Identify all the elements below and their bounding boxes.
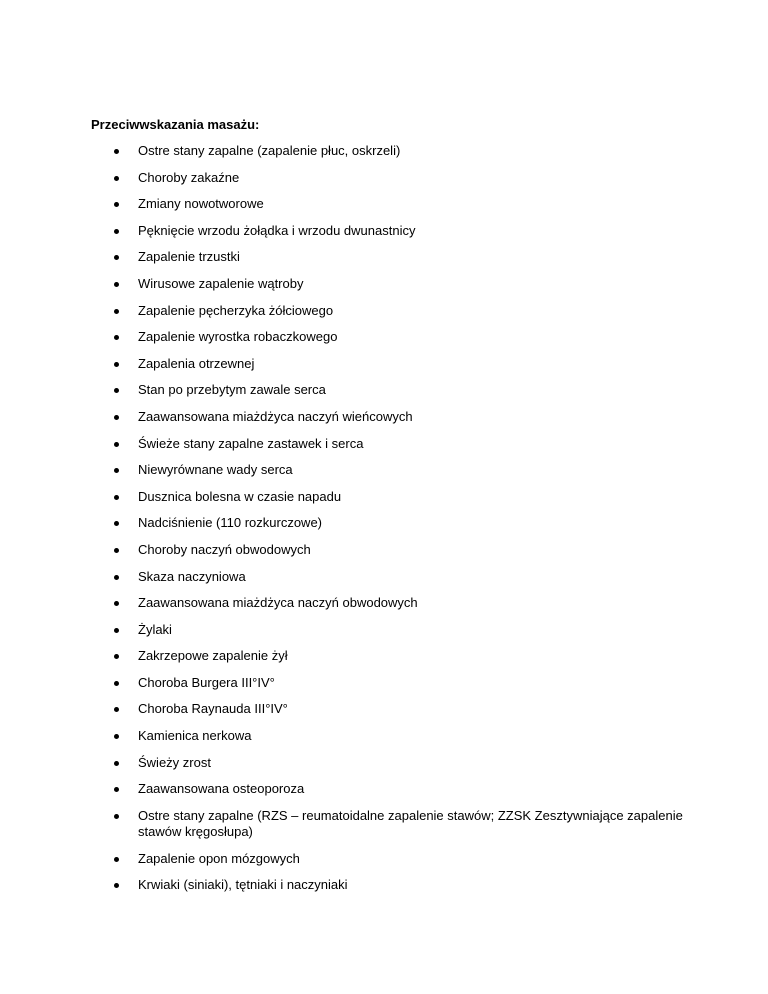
bullet-icon [114,282,119,287]
bullet-icon [114,335,119,340]
bullet-icon [114,176,119,181]
list-item [0,196,768,212]
list-item [0,675,768,691]
list-item-text: Żylaki [138,621,172,637]
list-item [0,249,768,265]
list-item [0,409,768,425]
list-item [0,622,768,638]
list-item-text: Wirusowe zapalenie wątroby [138,275,304,291]
list-item-text: Zaawansowana osteoporoza [138,781,305,797]
list-item [0,648,768,664]
list-item [0,489,768,505]
list-item-text: Choroby zakaźne [138,169,240,185]
list-item-text: Stan po przebytym zawale serca [138,382,326,398]
bullet-icon [114,883,119,888]
bullet-icon [114,734,119,739]
list-item [0,276,768,292]
list-item-text: Skaza naczyniowa [138,568,246,584]
list-item-text: Krwiaki (siniaki), tętniaki i naczyniaki [138,877,348,893]
bullet-icon [114,388,119,393]
bullet-icon [114,787,119,792]
list-item-text: Świeży zrost [138,754,211,770]
bullet-icon [114,601,119,606]
list-item-text: Zaawansowana miażdżyca naczyń obwodowych [138,595,418,611]
bullet-icon [114,202,119,207]
list-item-text: Zapalenie opon mózgowych [138,850,300,866]
list-item [0,515,768,531]
list-item-text: Świeże stany zapalne zastawek i serca [138,435,364,451]
list-item-text: Zapalenie trzustki [138,249,240,265]
bullet-icon [114,548,119,553]
bullet-icon [114,255,119,260]
list-item-text: Ostre stany zapalne (RZS – reumatoidalne zapalenie stawów; ZZSK Zesztywniające zapalenie stawów kręgosłupa) [138,807,683,839]
bullet-icon [114,814,119,819]
list-item-text: Choroby naczyń obwodowych [138,541,311,557]
bullet-icon [114,442,119,447]
bullet-icon [114,521,119,526]
bullet-icon [114,681,119,686]
list-item-text: Zmiany nowotworowe [138,196,264,212]
bullet-icon [114,309,119,314]
list-item-text: Zapalenia otrzewnej [138,355,255,371]
list-item-text: Choroba Burgera III°IV° [138,674,275,690]
list-item [0,808,768,840]
list-item [0,303,768,319]
list-item [0,595,768,611]
list-item-text: Zapalenie pęcherzyka żółciowego [138,302,334,318]
list-item-text: Nadciśnienie (110 rozkurczowe) [138,515,323,531]
list-item-text: Ostre stany zapalne (zapalenie płuc, oskrzeli) [138,143,401,158]
bullet-icon [114,654,119,659]
bullet-icon [114,362,119,367]
list-item [0,851,768,867]
list-item [0,462,768,478]
bullet-icon [114,468,119,473]
list-item [0,223,768,239]
bullet-icon [114,857,119,862]
list-item [0,356,768,372]
bullet-icon [114,761,119,766]
list-item [0,728,768,744]
list-item-text: Zakrzepowe zapalenie żył [138,648,288,664]
list-item [0,436,768,452]
list-item-text: Choroba Raynauda III°IV° [138,701,288,717]
contraindication-list [0,143,768,904]
list-item-text: Pęknięcie wrzodu żołądka i wrzodu dwunastnicy [138,222,416,238]
list-item-text: Zapalenie wyrostka robaczkowego [138,329,338,345]
list-item [0,877,768,893]
list-item-text: Niewyrównane wady serca [138,462,293,478]
document-heading: Przeciwwskazania masażu: [91,117,260,132]
list-item [0,170,768,186]
list-item [0,781,768,797]
list-item-text: Kamienica nerkowa [138,728,252,744]
list-item [0,569,768,585]
list-item [0,382,768,398]
list-item-text: Zaawansowana miażdżyca naczyń wieńcowych [138,408,413,424]
list-item [0,143,768,159]
bullet-icon [114,628,119,633]
list-item [0,329,768,345]
bullet-icon [114,149,119,154]
bullet-icon [114,415,119,420]
bullet-icon [114,575,119,580]
list-item [0,755,768,771]
list-item [0,701,768,717]
list-item-text: Dusznica bolesna w czasie napadu [138,488,342,504]
bullet-icon [114,707,119,712]
bullet-icon [114,229,119,234]
list-item [0,542,768,558]
bullet-icon [114,495,119,500]
